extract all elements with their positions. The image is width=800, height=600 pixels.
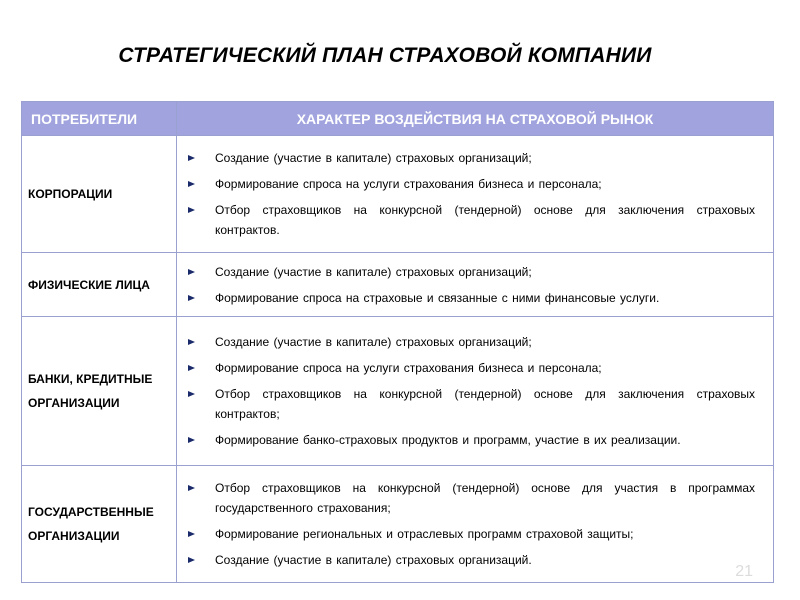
effect-text: Создание (участие в капитале) страховых организаций.: [215, 553, 532, 567]
effects-list: [185, 332, 755, 450]
effect-text: Формирование спроса на услуги страхования бизнеса и персонала;: [215, 177, 602, 191]
arrow-bullet-icon: [188, 155, 195, 161]
table-row: [22, 466, 774, 583]
header-consumers: ПОТРЕБИТЕЛИ: [22, 102, 177, 136]
list-item: [185, 430, 755, 450]
list-item: [185, 358, 755, 378]
page-title: СТРАТЕГИЧЕСКИЙ ПЛАН СТРАХОВОЙ КОМПАНИИ: [118, 44, 652, 67]
effects-list: [185, 478, 755, 570]
effect-text: Создание (участие в капитале) страховых организаций;: [215, 151, 532, 165]
arrow-bullet-icon: [188, 181, 195, 187]
effects-cell: [177, 317, 774, 466]
list-item: [185, 200, 755, 240]
table-header-row: [22, 102, 774, 136]
arrow-bullet-icon: [188, 339, 195, 345]
arrow-bullet-icon: [188, 557, 195, 563]
effect-text: Формирование банко-страховых продуктов и программ, участие в их реализации.: [215, 433, 681, 447]
effect-text: Отбор страховщиков на конкурсной (тендерной) основе для заключения страховых контрактов.: [215, 203, 755, 237]
arrow-bullet-icon: [188, 269, 195, 275]
header-market-impact: ХАРАКТЕР ВОЗДЕЙСТВИЯ НА СТРАХОВОЙ РЫНОК: [177, 102, 774, 136]
strategy-table: [21, 101, 774, 583]
arrow-bullet-icon: [188, 485, 195, 491]
table-row: [22, 136, 774, 253]
list-item: [185, 148, 755, 168]
list-item: [185, 332, 755, 352]
effects-cell: [177, 253, 774, 317]
effect-text: Создание (участие в капитале) страховых организаций;: [215, 335, 532, 349]
consumer-cell: ФИЗИЧЕСКИЕ ЛИЦА: [22, 253, 177, 317]
effect-text: Создание (участие в капитале) страховых организаций;: [215, 264, 532, 279]
arrow-bullet-icon: [188, 295, 195, 301]
list-item: [185, 288, 755, 308]
arrow-bullet-icon: [188, 391, 195, 397]
effect-text: Отбор страховщиков на конкурсной (тендерной) основе для участия в программах государственного страхования;: [215, 481, 755, 515]
list-item: [185, 262, 755, 282]
effects-cell: [177, 466, 774, 583]
consumer-cell: КОРПОРАЦИИ: [22, 136, 177, 253]
effects-list: [185, 148, 755, 240]
arrow-bullet-icon: [188, 207, 195, 213]
effect-text: Отбор страховщиков на конкурсной (тендерной) основе для заключения страховых контрактов;: [215, 387, 755, 421]
effects-cell: [177, 136, 774, 253]
list-item: [185, 384, 755, 424]
arrow-bullet-icon: [188, 365, 195, 371]
effect-text: Формирование региональных и отраслевых программ страховой защиты;: [215, 527, 634, 541]
list-item: [185, 550, 755, 570]
effects-list: [185, 262, 755, 308]
consumer-cell: ГОСУДАРСТВЕННЫЕ ОРГАНИЗАЦИИ: [22, 466, 177, 583]
arrow-bullet-icon: [188, 437, 195, 443]
consumer-cell: БАНКИ, КРЕДИТНЫЕ ОРГАНИЗАЦИИ: [22, 317, 177, 466]
effect-text: Формирование спроса на услуги страхования бизнеса и персонала;: [215, 361, 602, 375]
list-item: [185, 174, 755, 194]
effect-text: Формирование спроса на страховые и связанные с ними финансовые услуги.: [215, 290, 660, 305]
table-row: [22, 253, 774, 317]
table-row: [22, 317, 774, 466]
list-item: [185, 478, 755, 518]
page-number: 21: [735, 563, 753, 580]
table-body: [22, 136, 774, 583]
list-item: [185, 524, 755, 544]
arrow-bullet-icon: [188, 531, 195, 537]
